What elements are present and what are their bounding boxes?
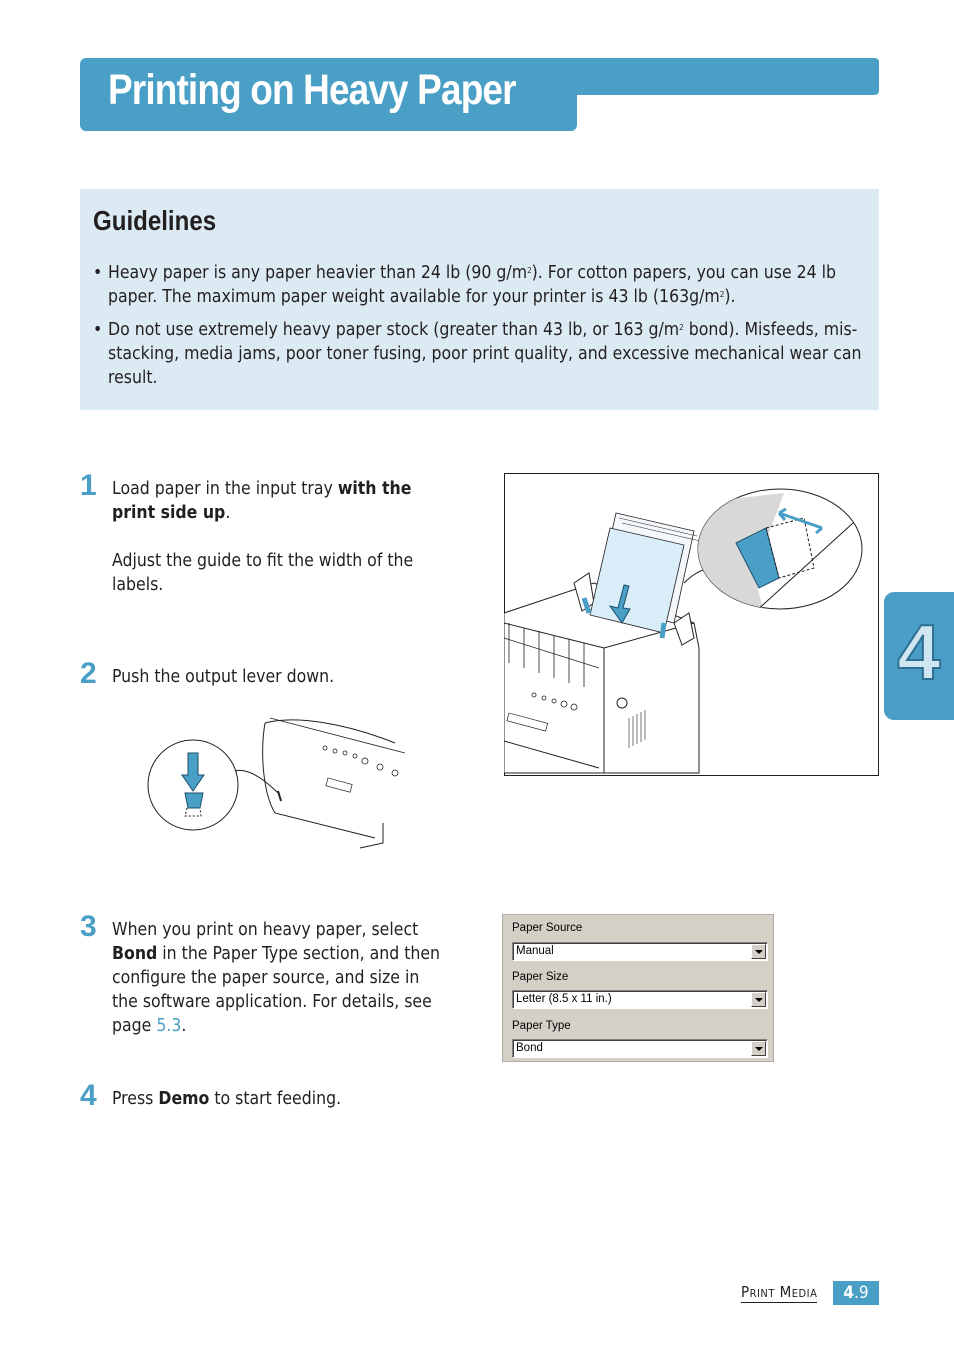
paper-size-select[interactable] [512,990,768,1009]
paper-size-value: Letter (8.5 x 11 in.) [516,993,612,1005]
step-1-subtext: Adjust the guide to fit the width of the labels. [112,551,414,595]
paper-type-label: Paper Type [512,1020,571,1032]
guideline-text: Do not use extremely heavy paper stock (greater than 43 lb, or 163 $g/m^2$ bond). Misfeeds, mis-stacking, media jams, poor toner fusing, poor print quality, and excessive mechanical wear can result. [108,320,862,388]
paper-source-select[interactable] [512,942,768,961]
chevron-down-icon[interactable] [751,1041,766,1056]
paper-settings-dialog [502,914,774,1062]
paper-size-label: Paper Size [512,971,569,983]
chapter-tab-number: 4 [897,608,941,696]
step-3-text: When you print on heavy paper, select Bond in the Paper Type section, and then configure the paper source, and size in the software application. For details, see page 5.3. [112,920,441,1036]
guideline-text: Heavy paper is any paper heavier than 24 lb (90 $g/m^2$). For cotton papers, you can use 24 lb paper. The maximum paper weight available for your printer is 43 lb $(163g/m^2)$. [108,263,837,307]
chevron-down-icon[interactable] [751,992,766,1007]
step-number: 4 [80,1079,97,1112]
paper-type-value: Bond [516,1042,543,1054]
guidelines-heading: Guidelines [93,205,217,236]
title-bar-line [560,58,879,95]
step-number: 1 [80,469,97,502]
page-link[interactable]: 5.3 [156,1016,182,1036]
step-2-text: Push the output lever down. [112,667,335,687]
paper-source-value: Manual [516,945,554,957]
step-1-text: Load paper in the input tray with the print side up. [112,479,412,523]
bullet-dot: • [93,320,103,340]
footer-page-number: 4.9 [833,1281,879,1305]
step-4-text: Press Demo to start feeding. [112,1089,342,1109]
step-number: 3 [80,910,97,943]
bullet-dot: • [93,263,103,283]
footer-section-label: Print Media [741,1283,818,1301]
guideline-bullet [93,318,863,388]
chevron-down-icon[interactable] [751,944,766,959]
paper-type-select[interactable] [512,1039,768,1058]
chapter-tab [884,592,954,720]
page-title: Printing on Heavy Paper [108,66,516,114]
guideline-bullet [93,261,863,307]
step-number: 2 [80,657,97,690]
paper-source-label: Paper Source [512,922,583,934]
output-lever-illustration [145,713,407,853]
printer-load-paper-illustration [504,473,879,776]
